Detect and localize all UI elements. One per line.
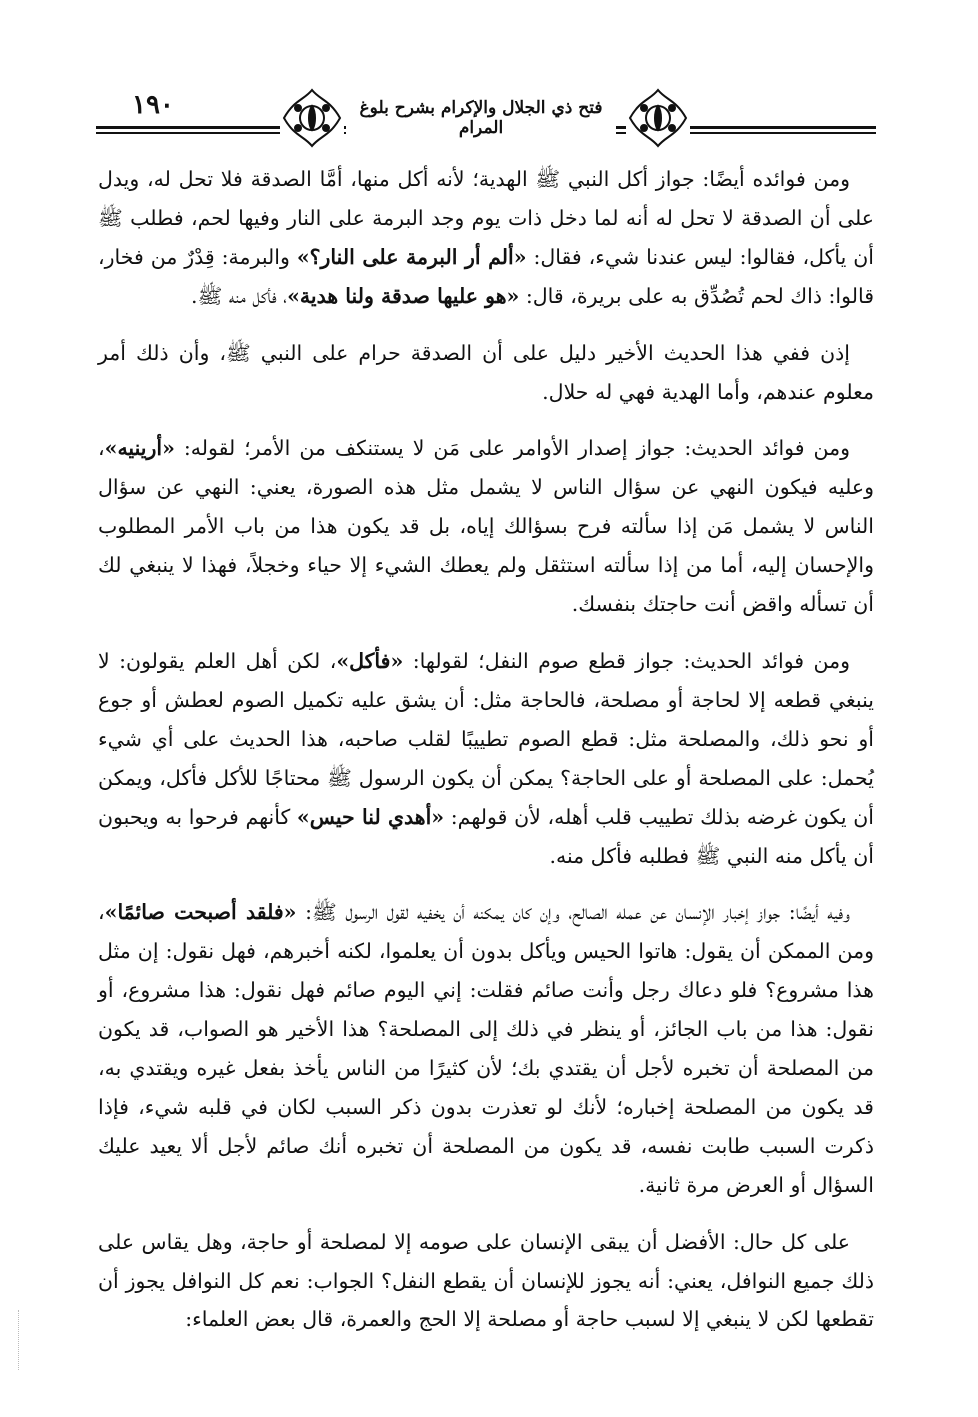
- paragraph-text: ومن فوائده أيضًا: جواز أكل النبي ﷺ الهدية؛ لأنه أكل منها، أمَّا الصدقة فلا تحل له، ويدل على أن الصدقة لا تحل له أنه لما دخل ذات يوم وجد البرمة على النار وفيها لحم، فطلب ﷺ أن يأكل، فقالوا: ليس عندنا شيء، فقال:: [98, 167, 874, 269]
- hadith-quote: «أرينيه»: [104, 436, 175, 461]
- hadith-quote: «ألم أر البرمة على النار؟»: [296, 244, 527, 269]
- paragraph-1: [98, 160, 874, 316]
- paragraph-text: والبرمة: قِدْرٌ من فخار، قالوا: ذاك لحم تُصُدِّق به على بريرة، قال:: [98, 244, 874, 308]
- hadith-quote: «هو عليها صدقة ولنا هدية»: [287, 283, 520, 308]
- scan-margin-mark: [18, 1310, 21, 1370]
- hadith-quote: «فأكل»: [336, 648, 404, 673]
- paragraph-4: [98, 642, 874, 875]
- paragraph-6: على كل حال: الأفضل أن يبقى الإنسان على صومه إلا لمصلحة أو حاجة، وهل يقاس على ذلك جميع النوافل، يعني: أنه يجوز للإنسان أن يقطع النفل؟ الجواب: نعم كل النوافل يجوز أن تقطعها لكن لا ينبغي إلا لسبب حاجة أو مصلحة إلا الحج والعمرة، قال بعض العلماء:: [98, 1229, 874, 1332]
- paragraph-text: ، لكن أهل العلم يقولون: لا ينبغي قطعه إلا لحاجة أو مصلحة، فالحاجة مثل: أن يشق عليه تكميل الصوم لعطش أو جوع أو نحو ذلك، والمصلحة مثل: قطع الصوم تطييبًا لقلب صاحبه، هذا الحديث على أي شيء يُحمل: على المصلحة أو على الحاجة؟ يمكن أن يكون الرسول ﷺ محتاجًا للأكل فأكل، ويمكن أن يكون غرضه بذلك تطييب قلب أهله، لأن قولهم:: [98, 648, 874, 829]
- ornament-right-icon: [626, 86, 690, 150]
- paragraph-text: ، ومن الممكن أن يقول: هاتوا الحيس ويأكل بدون أن يعلموا، لكنه أخبرهم، فهل نقول: إن مثل هذا مشروع؟ فلو دعاك رجل وأنت صائم فقلت: إني اليوم صائم فهل نقول: هذا مشروع، أو نقول: هذا من باب الجائز، أو ينظر في ذلك إلى المصلحة؟ هذا الأخير هو الصواب، قد يكون من المصلحة أن تخبره لأجل أن يقتدي بك؛ لأن كثيرًا من الناس يأخذ بفعل غيره ويقتدي به، قد يكون من المصلحة إخباره؛ لأنك لو تعذرت بدون ذكر السبب لكان في قلبه شيء، فإذا ذكرت السبب طابت نفسه، قد يكون من المصلحة أن تخبره أنك صائم لأجل ألا يعيد عليك السؤال أو العرض مرة ثانية.: [98, 900, 874, 1197]
- paragraph-5: [98, 893, 874, 1204]
- paragraph-3: [98, 429, 874, 624]
- paragraph-text: ، وعليه فيكون النهي عن سؤال الناس لا يشمل مثل هذه الصورة، يعني: النهي عن سؤال الناس لا يشمل مَن إذا سألته فرح بسؤالك إياه، بل قد يكون هذا من باب الأمر المطلوب والإحسان إليه، أما من إذا سألته استثقل ولم يعطك الشيء إلا حياء وخجلاً، فهذا لا ينبغي لك أن تسأله واقض أنت حاجتك بنفسك.: [98, 436, 874, 617]
- paragraph-text: وفيه أيضًا: جواز إخبار الإنسان عن عمله الصالح، وإن كان يمكنه أن يخفيه لقول الرسول ﷺ:: [296, 900, 850, 925]
- page-number: ١٩٠: [128, 90, 178, 120]
- page-body: [98, 160, 874, 1357]
- ornament-left-icon: [280, 86, 344, 150]
- paragraph-2: إذن ففي هذا الحديث الأخير دليل على أن الصدقة حرام على النبي ﷺ، وأن ذلك أمر معلوم عندهم، وأما الهدية فهي له حلال.: [98, 340, 874, 404]
- paragraph-text: ومن فوائد الحديث: جواز إصدار الأوامر على مَن لا يستنكف من الأمر؛ لقوله:: [174, 436, 850, 461]
- page-header: [96, 82, 876, 152]
- hadith-quote: «فلقد أصبحت صائمًا»: [104, 900, 297, 925]
- book-title: فتح ذي الجلال والإكرام بشرح بلوغ المرام: [346, 98, 616, 138]
- paragraph-text: كأنهم فرحوا به ويحبون أن يأكل منه النبي ﷺ فطلبه فأكل منه.: [98, 804, 874, 868]
- paragraph-text: ومن فوائد الحديث: جواز قطع صوم النفل؛ لقولها:: [403, 648, 851, 673]
- hadith-quote: «أهدي لنا حيس»: [296, 804, 445, 829]
- paragraph-text: ، فأكل منه ﷺ.: [191, 283, 288, 308]
